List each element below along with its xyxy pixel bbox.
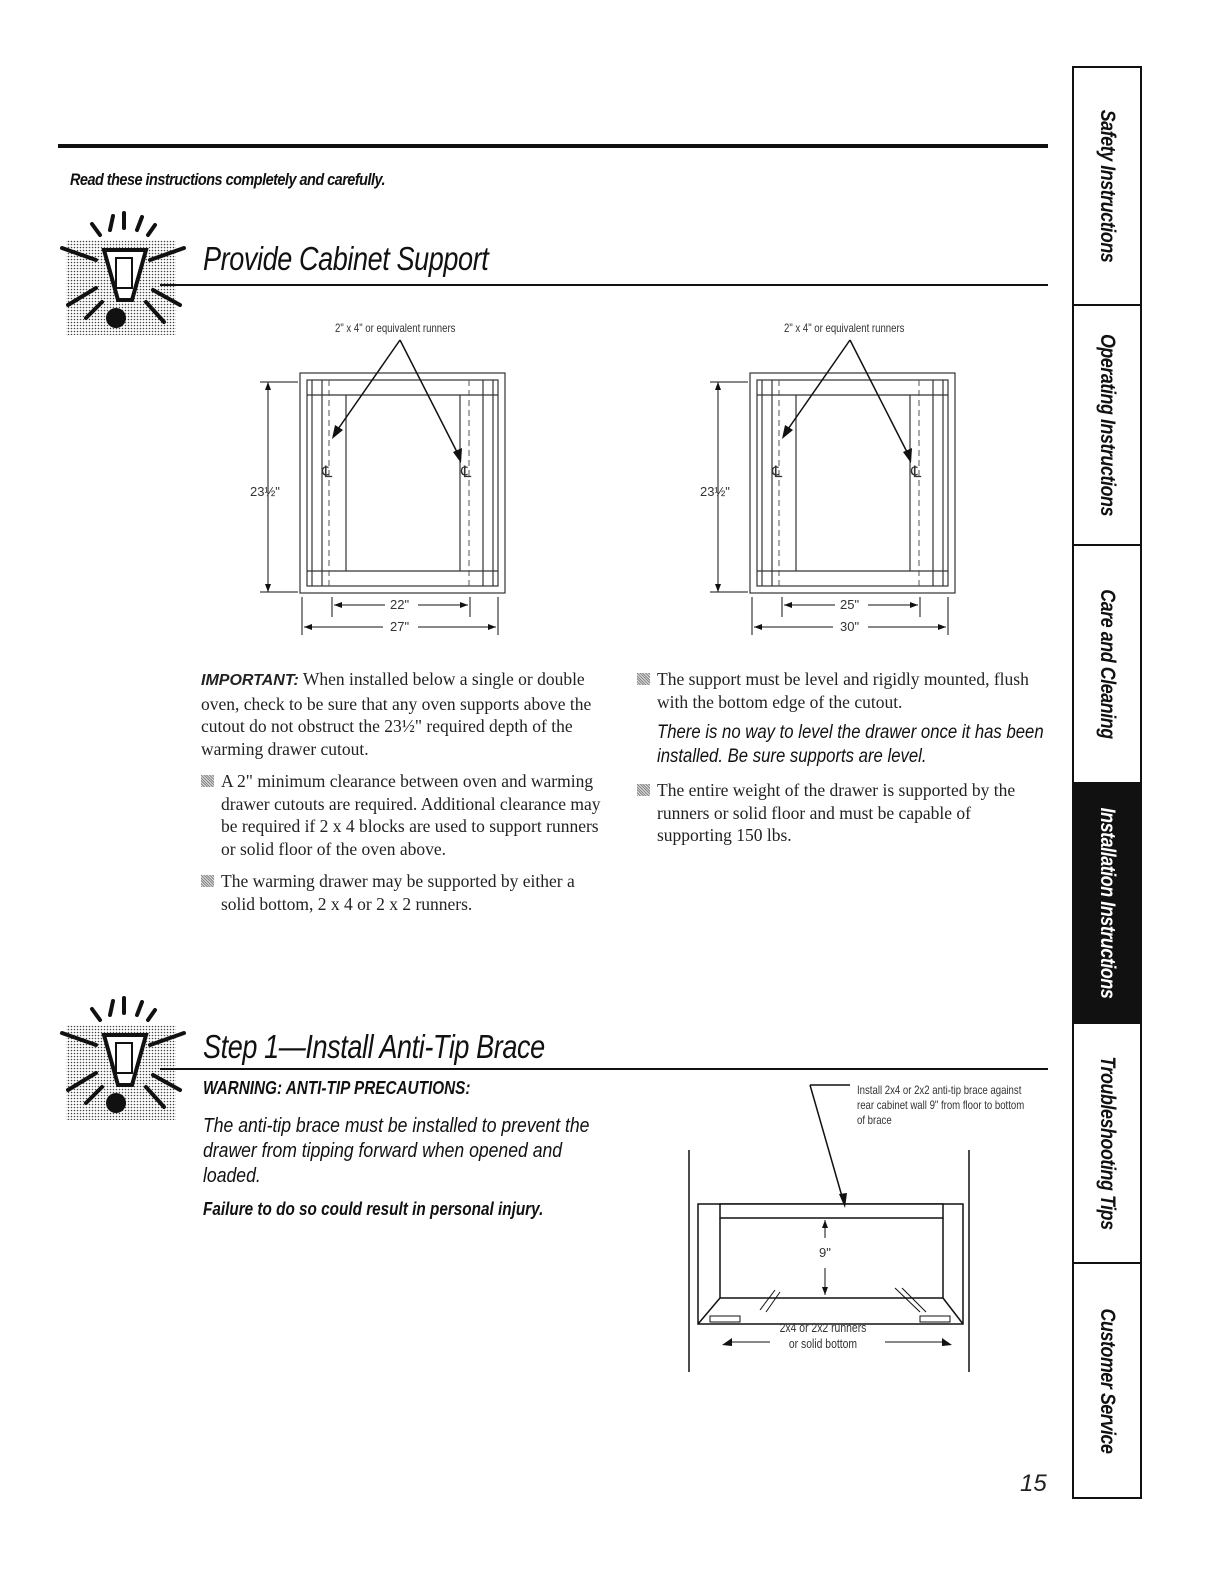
section-rule bbox=[160, 1068, 1048, 1070]
bullet-support-options bbox=[201, 870, 601, 915]
section-tab-strip bbox=[1072, 66, 1142, 1499]
bullet-square-icon bbox=[637, 784, 650, 796]
outer-width-right: 30" bbox=[840, 619, 860, 634]
centerline-mark-left-b: ℄ bbox=[461, 464, 472, 481]
inner-width-right: 25" bbox=[840, 597, 860, 612]
left-column bbox=[201, 668, 601, 915]
cabinet-diagram-left bbox=[250, 335, 520, 645]
bullet-clearance bbox=[201, 770, 601, 860]
depth-label-left: 23½" bbox=[250, 484, 280, 499]
cabinet-diagram-right bbox=[700, 335, 970, 645]
caution-icon bbox=[58, 995, 188, 1125]
failure-warning: Failure to do so could result in personal injury. bbox=[203, 1199, 544, 1219]
runners-label-right: 2" x 4" or equivalent runners bbox=[784, 321, 905, 335]
bullet-weight-text: The entire weight of the drawer is supported by the runners or solid floor and must be capable of supporting 150 lbs. bbox=[657, 780, 1016, 845]
intro-text: Read these instructions completely and carefully. bbox=[70, 170, 385, 189]
important-paragraph bbox=[201, 668, 601, 760]
depth-label-right: 23½" bbox=[700, 484, 730, 499]
brace-height-label: 9" bbox=[819, 1245, 831, 1260]
bullet-level-text: The support must be level and rigidly mounted, flush with the bottom edge of the cutout. bbox=[657, 669, 1029, 712]
bullet-square-icon bbox=[201, 875, 214, 887]
runners-label-left: 2" x 4" or equivalent runners bbox=[335, 321, 456, 335]
warning-heading: WARNING: ANTI-TIP PRECAUTIONS: bbox=[203, 1078, 471, 1098]
section-title-anti-tip: Step 1—Install Anti-Tip Brace bbox=[203, 1028, 545, 1065]
right-column bbox=[637, 668, 1047, 847]
level-note: There is no way to level the drawer once it has been installed. Be sure supports are level. bbox=[657, 722, 1044, 767]
top-rule bbox=[58, 144, 1048, 148]
centerline-mark-right-a: ℄ bbox=[772, 464, 783, 481]
important-lead: IMPORTANT: bbox=[201, 672, 299, 689]
bullet-level bbox=[637, 668, 1047, 713]
bullet-weight bbox=[637, 779, 1047, 847]
tab-safety-instructions[interactable]: Safety Instructions bbox=[1074, 68, 1140, 306]
important-text: When installed below a single or double oven, check to be sure that any oven supports above the cutout do not obstruct the 23½" required depth of the warming drawer cutout. bbox=[201, 669, 592, 759]
bullet-clearance-text: A 2" minimum clearance between oven and warming drawer cutouts are required. Additional clearance may be required if 2 x 4 blocks are used to support runners or solid floor of the oven above. bbox=[221, 771, 601, 859]
centerline-mark-left-a: ℄ bbox=[322, 464, 333, 481]
tab-care-and-cleaning[interactable]: Care and Cleaning bbox=[1074, 546, 1140, 784]
bullet-support-options-text: The warming drawer may be supported by either a solid bottom, 2 x 4 or 2 x 2 runners. bbox=[221, 871, 575, 914]
section-rule bbox=[160, 284, 1048, 286]
anti-tip-instruction: The anti-tip brace must be installed to prevent the drawer from tipping forward when opened and loaded. bbox=[203, 1115, 590, 1187]
caution-icon bbox=[58, 210, 188, 340]
page-number: 15 bbox=[1020, 1470, 1047, 1497]
inner-width-left: 22" bbox=[390, 597, 410, 612]
brace-label: Install 2x4 or 2x2 anti-tip brace against rear cabinet wall 9" from floor to bottom of brace bbox=[857, 1083, 1025, 1127]
section-title-cabinet-support: Provide Cabinet Support bbox=[203, 240, 489, 277]
tab-operating-instructions[interactable]: Operating Instructions bbox=[1074, 306, 1140, 546]
outer-width-left: 27" bbox=[390, 619, 410, 634]
centerline-mark-right-b: ℄ bbox=[911, 464, 922, 481]
tab-installation-instructions[interactable]: Installation Instructions bbox=[1074, 784, 1140, 1024]
runners-bottom-label: 2x4 or 2x2 runners or solid bottom bbox=[779, 1320, 867, 1351]
tab-troubleshooting-tips[interactable]: Troubleshooting Tips bbox=[1074, 1024, 1140, 1264]
bullet-square-icon bbox=[201, 775, 214, 787]
tab-customer-service[interactable]: Customer Service bbox=[1096, 1307, 1119, 1454]
bullet-square-icon bbox=[637, 673, 650, 685]
